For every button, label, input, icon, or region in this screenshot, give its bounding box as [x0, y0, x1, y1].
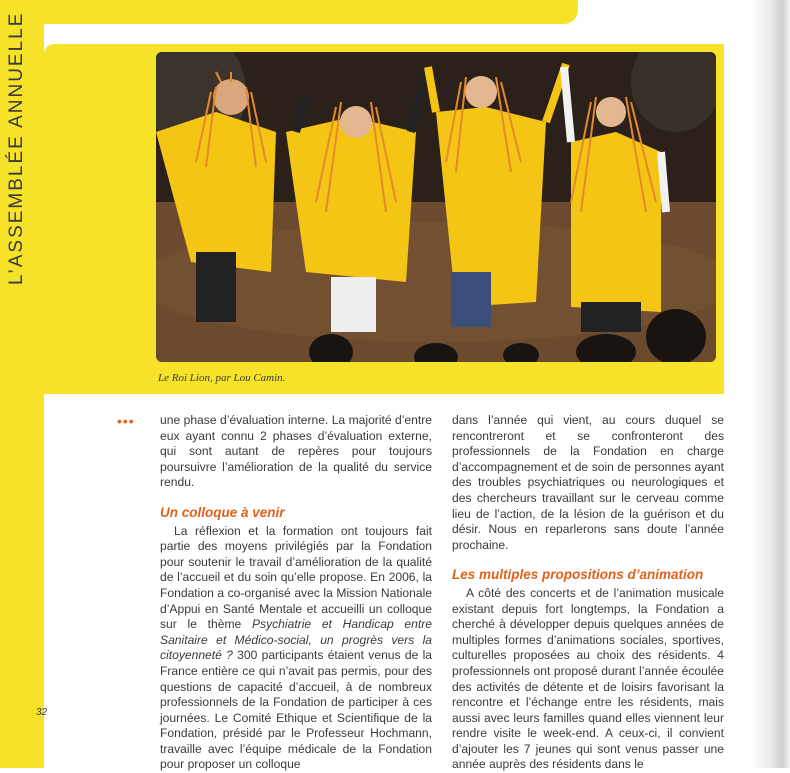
paragraph-text: La réflexion et la formation ont toujours fait partie des moyens privilégiés par la Fondation pour soutenir le travail d’amélioration de la qualité de l’accueil et du soin qu’elle propose. En 2006, la Fondation a co-organisé avec la Mission Nationale d’Appui en Santé Mentale et accueilli un colloque sur le thème: [160, 523, 432, 632]
paragraph: dans l’année qui vient, au cours duquel se rencontreront et se confronteront des professionnels de la Fondation en charge d’accompagnement et de soin de personnes ayant des troubles psychiatriques ou neurologiques et des chercheurs travaillant sur le cerveau comme lieu de l’action, de la lésion de la guérison et du désir. Nous en reparlerons sans doute l’année prochaine.: [452, 413, 724, 552]
text-column-left: [160, 413, 432, 773]
stage-photo: [156, 52, 716, 362]
page-fold-shadow: [750, 0, 790, 768]
white-divider: [44, 24, 644, 44]
paragraph: une phase d’évaluation interne. La majorité d’entre eux ayant connu 2 phases d’évaluation externe, qui sont autant de repères pour toujours poursuivre l’amélioration de la qualité du service rendu.: [160, 413, 432, 490]
continuation-bullet-icon: •••: [117, 413, 135, 429]
paragraph: A côté des concerts et de l’animation musicale existant depuis fort longtemps, la Fondation a cherché à développer depuis quelques années de multiples formes d’animations sociales, sportives, culturelles proposées au choix des résidents. 4 professionnels ont proposé durant l’année écoulée des activités de détente et de loisirs favorisant la rencontre et l’échange entre les résidents, mais aussi avec leurs familles quand elles viennent leur rendre visite le week-end. A ceux-ci, il convient d’ajouter les 7 jeunes qui sont venus passer une année auprès des résidents dans le: [452, 585, 724, 772]
subheading-animation: Les multiples propositions d’animation: [452, 567, 704, 583]
section-title: L’ASSEMBLÉE ANNUELLE: [6, 11, 27, 285]
page-number: 32: [36, 707, 48, 718]
yellow-header-band: [0, 0, 578, 24]
text-column-right: [452, 413, 724, 773]
paragraph: [160, 524, 432, 773]
stage-photo-illustration: [156, 52, 716, 362]
subheading-colloque: Un colloque à venir: [160, 504, 285, 520]
colloque-theme: Psychiatrie et Handicap entre Sanitaire et Médico-social, un progrès vers la citoyenneté ?: [160, 617, 432, 663]
photo-caption: Le Roi Lion, par Lou Camin.: [158, 372, 286, 384]
paragraph-text: 300 participants étaient venus de la France entière ce qui n’avait pas permis, pour des questions de capacité d’accueil, à de nombreux professionnels de la Fondation de participer à ces journées. Le Comité Ethique et Scientifique de la Fondation, présidé par le Professeur Hochmann, travaille avec l’équipe médicale de la Fondation pour proposer un colloque: [160, 648, 432, 772]
